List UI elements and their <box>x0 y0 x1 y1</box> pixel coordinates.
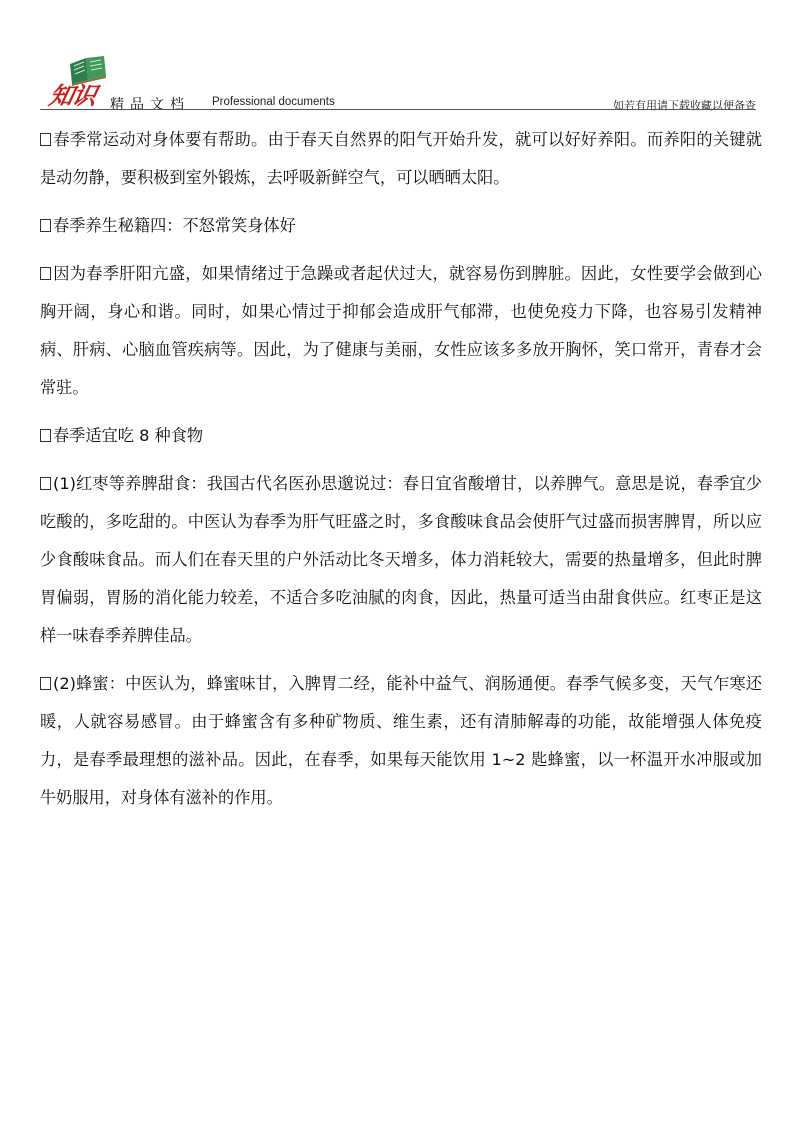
brand-subtitle: Professional documents <box>212 96 335 108</box>
paragraph <box>40 665 762 817</box>
section-heading <box>40 207 762 245</box>
paragraph <box>40 465 762 655</box>
paragraph <box>40 121 762 197</box>
logo-script: 知识 <box>46 81 99 110</box>
section-heading <box>40 417 762 455</box>
header-note: 如若有用请下载收藏以便备查 <box>613 99 756 112</box>
brand-title: 精品文档 <box>110 97 190 113</box>
checkbox-glyph-icon <box>40 219 51 232</box>
checkbox-glyph-icon <box>40 477 51 490</box>
checkbox-glyph-icon <box>40 677 51 690</box>
paragraph-text: 春季适宜吃 8 种食物 <box>53 426 204 445</box>
checkbox-glyph-icon <box>40 429 51 442</box>
paragraph-text: 春季常运动对身体要有帮助。由于春天自然界的阳气开始升发，就可以好好养阳。而养阳的关键就是动勿静，要积极到室外锻炼，去呼吸新鲜空气，可以晒晒太阳。 <box>40 130 762 187</box>
paragraph-text: (1)红枣等养脾甜食：我国古代名医孙思邈说过：春日宜省酸增甘，以养脾气。意思是说，春季宜少吃酸的，多吃甜的。中医认为春季为肝气旺盛之时，多食酸味食品会使肝气过盛而损害脾胃，所以应少食酸味食品。而人们在春天里的户外活动比冬天增多，体力消耗较大，需要的热量增多，但此时脾胃偏弱，胃肠的消化能力较差，不适合多吃油腻的肉食，因此，热量可适当由甜食供应。红枣正是这样一味春季养脾佳品。 <box>40 474 762 645</box>
page-header <box>40 52 756 113</box>
header-divider <box>40 109 756 110</box>
paragraph-text: (2)蜂蜜：中医认为，蜂蜜味甘，入脾胃二经，能补中益气、润肠通便。春季气候多变，天气乍寒还暖，人就容易感冒。由于蜂蜜含有多种矿物质、维生素，还有清肺解毒的功能，故能增强人体免疫力，是春季最理想的滋补品。因此，在春季，如果每天能饮用 1~2 匙蜂蜜，以一杯温开水冲服或加牛奶服用，对身体有滋补的作用。 <box>40 674 762 807</box>
paragraph-text: 春季养生秘籍四：不怒常笑身体好 <box>53 216 296 235</box>
paragraph-text: 因为春季肝阳亢盛，如果情绪过于急躁或者起伏过大，就容易伤到脾脏。因此，女性要学会做到心胸开阔，身心和谐。同时，如果心情过于抑郁会造成肝气郁滞，也使免疫力下降，也容易引发精神病、肝病、心脑血管疾病等。因此，为了健康与美丽，女性应该多多放开胸怀，笑口常开，青春才会常驻。 <box>40 264 762 397</box>
paragraph <box>40 255 762 407</box>
checkbox-glyph-icon <box>40 133 51 146</box>
document-body <box>40 121 762 827</box>
checkbox-glyph-icon <box>40 267 51 280</box>
